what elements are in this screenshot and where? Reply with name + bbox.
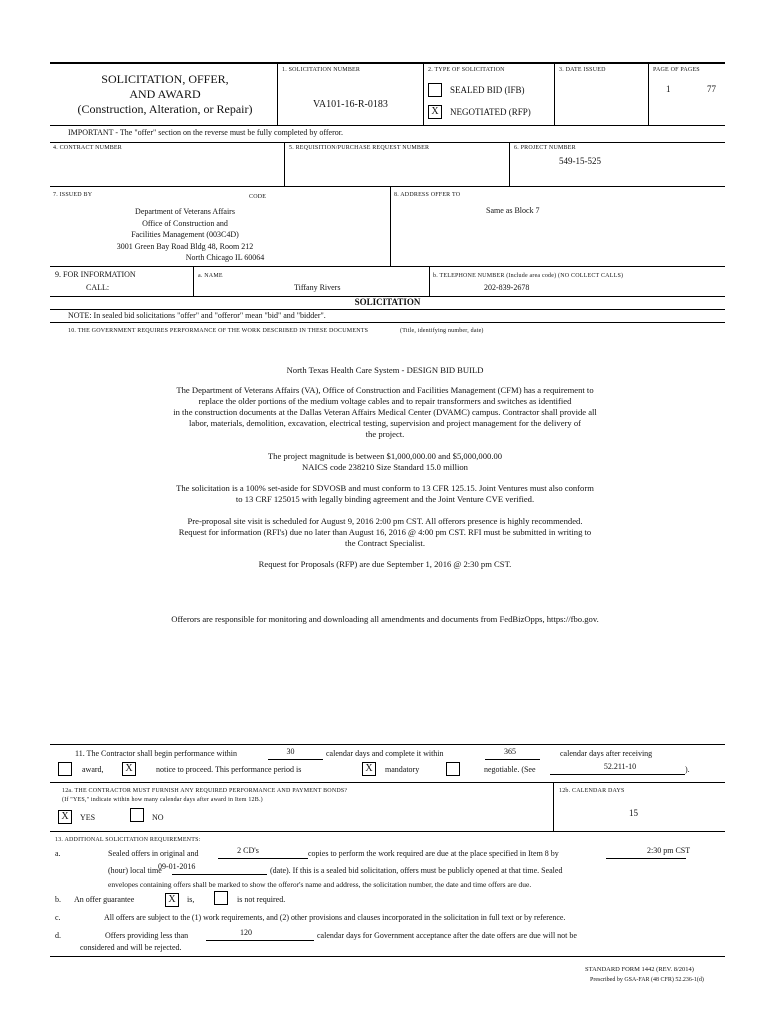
negotiated-checkbox[interactable]: X [428,105,442,119]
text-line: labor, materials, demolition, excavation, electrical testing, supervision and project management for the delivery of [189,418,581,428]
underline [268,759,323,760]
description-para1 [130,385,640,440]
text-line: the Contract Specialist. [345,538,425,548]
description-para6: Offerors are responsible for monitoring and downloading all amendments and documents from FedBizOpps, https://fbo.gov. [171,614,599,624]
address-line: North Chicago IL 60064 [185,253,265,262]
underline [550,774,685,775]
item-d-text3: considered and will be rejected. [80,943,182,952]
underline [172,874,267,875]
project-title: North Texas Health Care System - DESIGN BID BUILD [286,365,484,375]
rule [50,125,725,126]
item-c-text: All offers are subject to the (1) work requirements, and (2) other provisions and clauses incorporated in the solicitation in full text or by reference. [104,913,566,922]
description-para4 [130,516,640,549]
text-line: Request for information (RFI's) due no later than August 16, 2016 @ 4:00 pm CST. RFI must be submitted in writing to [178,527,592,537]
divider [429,266,430,296]
contract-number-label: 4. CONTRACT NUMBER [53,145,122,151]
solicitation-heading: SOLICITATION [354,297,421,307]
award-label: award, [82,765,104,774]
form-identifier: STANDARD FORM 1442 (REV. 8/2014) [585,966,694,973]
block10-label: 10. THE GOVERNMENT REQUIRES PERFORMANCE OF THE WORK DESCRIBED IN THESE DOCUMENTS [68,328,369,334]
divider [423,62,424,125]
guarantee-not-label: is not required. [237,895,286,904]
code-label: CODE [249,194,267,200]
negotiable-label: negotiable. (See [484,765,536,774]
underline [218,858,308,859]
rule [50,322,725,323]
prescribed-by: Prescribed by GSA-FAR (48 CFR) 52.236-1(d) [590,977,704,983]
issued-by-address [60,206,310,264]
text-line: the project. [365,429,405,439]
completion-days: 365 [504,747,516,756]
item-a-text3: (date). If this is a sealed bid solicitation, offers must be publicly opened at that time. Sealed [270,866,563,875]
rule [50,956,725,957]
item-b-text: An offer guarantee [74,895,135,904]
rule [50,744,725,745]
text-line: Pre-proposal site visit is scheduled for August 9, 2016 2:00 pm CST. All offerors presence is highly recommended. [187,516,583,526]
info-call-label: 9. FOR INFORMATION [55,270,136,279]
divider [648,62,649,125]
sealed-bid-note: NOTE: In sealed bid solicitations "offer" and "offeror" mean "bid" and "bidder". [68,311,326,320]
solicitation-number: VA101-16-R-0183 [313,99,388,110]
negotiated-label: NEGOTIATED (RFP) [450,107,531,117]
underline [206,940,314,941]
item-c-letter: c. [55,913,61,922]
award-checkbox[interactable] [58,762,72,776]
clause-reference: 52.211-10 [603,762,637,771]
rule [50,266,725,267]
text-line: The project magnitude is between $1,000,000.00 and $5,000,000.00 [267,451,503,461]
mandatory-label: mandatory [385,765,420,774]
item-d-text2: calendar days for Government acceptance after the date offers are due will not be [317,931,577,940]
top-rule [50,62,725,64]
item-b-letter: b. [55,895,61,904]
contact-phone: 202-839-2678 [484,283,530,292]
description-para2 [130,451,640,473]
mandatory-checkbox[interactable]: X [362,762,376,776]
notice-to-proceed-checkbox[interactable]: X [122,762,136,776]
item-a-text2: copies to perform the work required are due at the place specified in Item 8 by [308,849,559,858]
divider [554,62,555,125]
underline [485,759,540,760]
item-a-text1: Sealed offers in original and [108,849,199,858]
text-line: NAICS code 238210 Size Standard 15.0 million [302,462,468,472]
project-number: 549-15-525 [559,156,601,166]
requisition-number-label: 5. REQUISITION/PURCHASE REQUEST NUMBER [289,145,430,151]
calendar-days-label: 12b. CALENDAR DAYS [559,788,625,794]
page-number: 1 [666,84,671,94]
item-d-letter: d. [55,931,61,940]
form-title-line3: (Construction, Alteration, or Repair) [77,102,253,116]
calendar-days-value: 15 [629,808,638,818]
divider [193,266,194,296]
info-call-label-2: CALL: [86,283,110,292]
bonds-no-label: NO [152,813,164,822]
bonds-yes-label: YES [80,813,96,822]
sealed-bid-checkbox[interactable] [428,83,442,97]
address-line: 3001 Green Bay Road Bldg 48, Room 212 [116,241,254,251]
issued-by-label: 7. ISSUED BY [53,192,93,198]
acceptance-days: 120 [240,928,252,937]
block11-text1: 11. The Contractor shall begin performance within [75,749,237,758]
rule [50,142,725,143]
address-line: Department of Veterans Affairs [135,207,235,216]
item-a-letter: a. [55,849,61,858]
total-pages: 77 [707,84,716,94]
page-of-pages-label: PAGE OF PAGES [653,67,700,73]
text-line: The Department of Veterans Affairs (VA), Office of Construction and Facilities Management (CFM) has a requirement to [176,385,594,395]
text-line: The solicitation is a 100% set-aside for SDVOSB and must conform to 13 CFR 125.15. Joint Ventures must also conform [176,483,594,493]
item-a-hour: (hour) local time [108,866,162,875]
description-para3 [130,483,640,505]
rule [50,186,725,187]
important-note: IMPORTANT - The "offer" section on the reverse must be fully completed by offeror. [68,128,343,137]
block10-sub: (Title, identifying number, date) [400,328,484,334]
item-a-text4: envelopes containing offers shall be marked to show the offeror's name and address, the solicitation number, the date and time offers are due. [108,880,532,889]
notice-to-proceed-label: notice to proceed. This performance period is [156,765,302,774]
form-title-line2: AND AWARD [129,87,201,101]
solicitation-type-label: 2. TYPE OF SOLICITATION [428,67,505,73]
additional-requirements-label: 13. ADDITIONAL SOLICITATION REQUIREMENTS: [55,837,201,843]
start-days: 30 [286,747,295,756]
guarantee-is-checkbox[interactable]: X [165,893,179,907]
text-line: replace the older portions of the medium voltage cables and to repair transformers and switches as identified [198,396,572,406]
bonds-label: 12a. THE CONTRACTOR MUST FURNISH ANY REQUIRED PERFORMANCE AND PAYMENT BONDS? [62,788,348,794]
rule [50,309,725,310]
rule [50,782,725,783]
name-label: a. NAME [198,273,223,279]
guarantee-is-label: is, [187,895,195,904]
divider [509,142,510,186]
block11-text3: calendar days after receiving [560,749,653,758]
divider [553,782,554,831]
guarantee-not-checkbox[interactable] [214,891,228,905]
address-offer-to: Same as Block 7 [486,206,540,215]
address-line: Office of Construction and [142,218,228,228]
sealed-bid-label: SEALED BID (IFB) [450,85,525,95]
underline [606,858,686,859]
clause-close: ). [685,765,690,774]
due-time: 2:30 pm CST [647,846,691,855]
text-line: to 13 CRF 125015 with legally binding agreement and the Joint Venture CVE verified. [235,494,535,504]
address-offer-to-label: 8. ADDRESS OFFER TO [394,192,461,198]
bonds-sub: (If "YES," indicate within how many calendar days after award in Item 12B.) [62,797,263,803]
form-title-line1: SOLICITATION, OFFER, [101,72,229,86]
address-line: Facilities Management (003C4D) [131,230,239,239]
item-d-text1: Offers providing less than [105,931,189,940]
bonds-no-checkbox[interactable] [130,808,144,822]
rule [50,831,725,832]
contact-name: Tiffany Rivers [294,283,341,292]
telephone-label: b. TELEPHONE NUMBER (Include area code) (NO COLLECT CALLS) [433,273,624,279]
description-para5: Request for Proposals (RFP) are due September 1, 2016 @ 2:30 pm CST. [258,559,512,569]
divider [390,186,391,266]
block11-text2: calendar days and complete it within [326,749,444,758]
date-issued-label: 3. DATE ISSUED [559,67,606,73]
divider [284,142,285,186]
due-date: 09-01-2016 [158,862,196,871]
bonds-yes-checkbox[interactable]: X [58,810,72,824]
divider [277,62,278,125]
text-line: in the construction documents at the Dallas Veteran Affairs Medical Center (DVAMC) campus. Contractor shall provide all [173,407,597,417]
project-number-label: 6. PROJECT NUMBER [514,145,576,151]
solicitation-number-label: 1. SOLICITATION NUMBER [282,67,361,73]
negotiable-checkbox[interactable] [446,762,460,776]
copies-value: 2 CD's [237,846,259,855]
